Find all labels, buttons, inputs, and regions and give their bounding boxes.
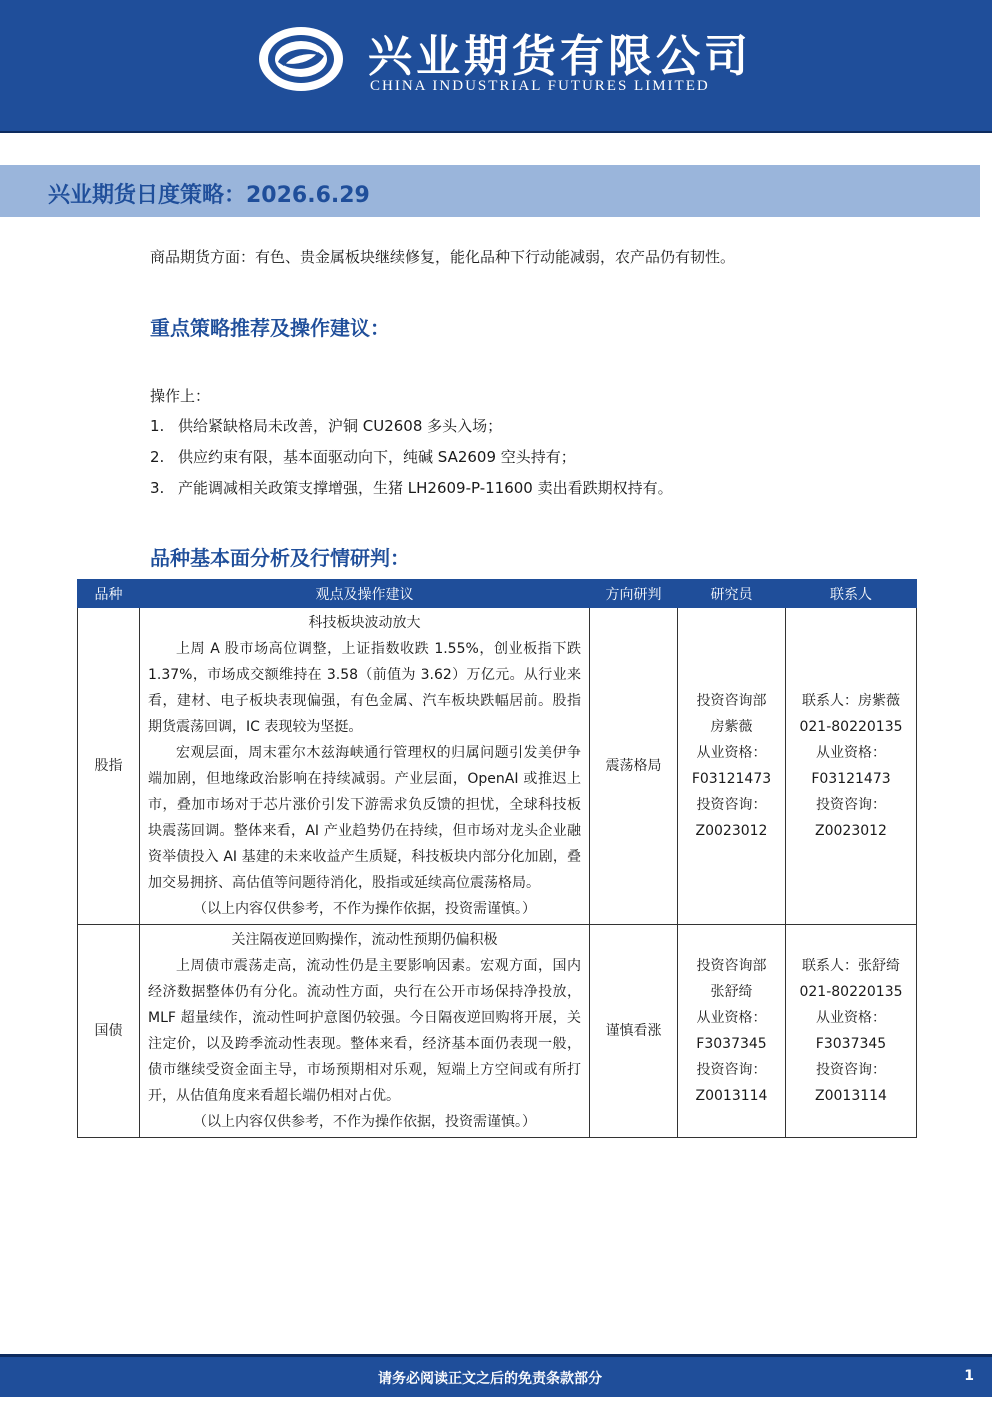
footer-disclaimer: 请务必阅读正文之后的免责条款部分 (378, 1371, 602, 1387)
view-paragraph: 上周 A 股市场高位调整，上证指数收跌 1.55%，创业板指下跌 1.37%，市场成交额维持在 3.58（前值为 3.62）万亿元。从行业来看，建材、电子板块表现偏强，有色金属、汽车板块跌幅居前。股指期货震荡回调，IC 表现较为坚挺。 (148, 641, 581, 735)
variety-cell: 股指 (78, 608, 140, 925)
direction-cell: 谨慎看涨 (590, 925, 678, 1138)
table-row (78, 925, 917, 1138)
contact-cell: 联系人：张舒绮 021-80220135 从业资格： F3037345 投资咨询： Z0013114 (786, 925, 917, 1138)
view-title: 科技板块波动放大 (308, 615, 421, 631)
list-item: 1. 供给紧缺格局未改善，沪铜 CU2608 多头入场； (150, 417, 503, 435)
view-paragraph: 上周债市震荡走高，流动性仍是主要影响因素。宏观方面，国内经济数据整体仍有分化。流动性方面，央行在公开市场保持净投放，MLF 超量续作，流动性呵护意图仍较强。今日隔夜逆回购将开展，关注定价，以及跨季流动性表现。整体来看，经济基本面仍表现一般，债市继续受资金面主导，市场预期相对乐观，短端上方空间或有所打开，从估值角度来看超长端仍相对占优。 (148, 958, 581, 1104)
list-item: 2. 供应约束有限，基本面驱动向下，纯碱 SA2609 空头持有； (150, 448, 576, 466)
view-note: （以上内容仅供参考，不作为操作依据，投资需谨慎。） (193, 901, 536, 917)
researcher-cell: 投资咨询部 张舒绮 从业资格： F3037345 投资咨询： Z0013114 (678, 925, 786, 1138)
column-header: 方向研判 (590, 580, 678, 608)
view-paragraph: 宏观层面，周末霍尔木兹海峡通行管理权的归属问题引发美伊争端加剧，但地缘政治影响在持续减弱。产业层面，OpenAI 或推迟上市，叠加市场对于芯片涨价引发下游需求负反馈的担忧，全球科技板块震荡回调。整体来看，AI 产业趋势仍在持续，但市场对龙头企业融资举债投入 AI 基建的未来收益产生质疑，科技板块内部分化加剧，叠加交易拥挤、高估值等问题待消化，股指或延续高位震荡格局。 (148, 745, 581, 891)
section-heading-strategy: 重点策略推荐及操作建议： (150, 316, 390, 340)
page-number: 1 (964, 1368, 974, 1384)
column-header: 联系人 (786, 580, 917, 608)
view-cell (140, 925, 590, 1138)
view-title: 关注隔夜逆回购操作，流动性预期仍偏积极 (231, 932, 498, 948)
analysis-table (77, 579, 917, 1138)
report-title: 兴业期货日度策略：2026.6.29 (48, 183, 370, 208)
table-row (78, 608, 917, 925)
company-name-cn: 兴业期货有限公司 (368, 31, 752, 82)
view-note: （以上内容仅供参考，不作为操作依据，投资需谨慎。） (193, 1114, 536, 1130)
company-name-en: CHINA INDUSTRIAL FUTURES LIMITED (370, 78, 710, 94)
direction-cell: 震荡格局 (590, 608, 678, 925)
section-heading-analysis: 品种基本面分析及行情研判： (150, 546, 410, 570)
view-cell (140, 608, 590, 925)
summary-text: 商品期货方面：有色、贵金属板块继续修复，能化品种下行动能减弱，农产品仍有韧性。 (150, 248, 736, 266)
operations-intro: 操作上： (150, 387, 211, 405)
column-header: 品种 (78, 580, 140, 608)
researcher-cell: 投资咨询部 房紫薇 从业资格： F03121473 投资咨询： Z0023012 (678, 608, 786, 925)
operations-list (150, 415, 673, 508)
company-logo-icon (256, 24, 346, 94)
variety-cell: 国债 (78, 925, 140, 1138)
column-header: 观点及操作建议 (140, 580, 590, 608)
list-item: 3. 产能调减相关政策支撑增强，生猪 LH2609-P-11600 卖出看跌期权持有。 (150, 479, 673, 497)
contact-cell: 联系人：房紫薇 021-80220135 从业资格： F03121473 投资咨询： Z0023012 (786, 608, 917, 925)
report-title-bar (0, 165, 980, 217)
column-header: 研究员 (678, 580, 786, 608)
page-header (0, 0, 992, 133)
table-header-row (78, 580, 917, 608)
page-footer (0, 1354, 992, 1397)
